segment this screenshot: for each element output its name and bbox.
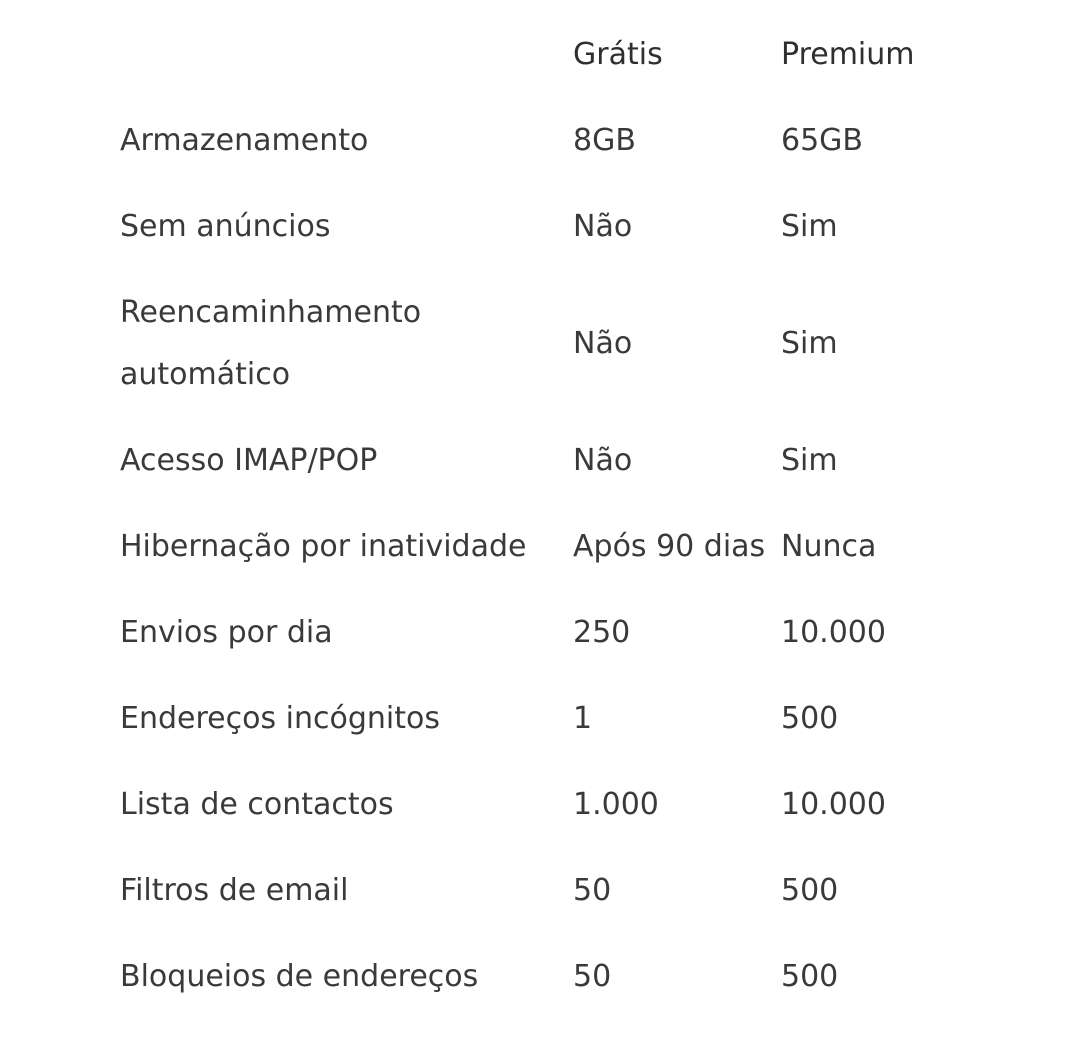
table-body [120,98,981,1020]
feature-cell [120,934,573,1020]
feature-label: Acesso IMAP/POP [120,443,378,478]
premium-value-cell: Nunca [781,529,877,564]
free-value-cell: 50 [573,959,612,994]
premium-value-cell: 65GB [781,123,864,158]
table-row [120,934,981,1020]
feature-label: Endereços incógnitos [120,701,440,736]
table-header [120,12,981,98]
feature-cell [120,504,573,590]
feature-cell [120,762,573,848]
feature-cell [120,418,573,504]
table-row [120,848,981,934]
free-value-cell: Não [573,326,633,361]
free-plan-label: Grátis [573,37,663,72]
feature-cell [120,590,573,676]
feature-cell [120,98,573,184]
feature-label: Lista de contactos [120,787,394,822]
header-row [120,12,981,98]
table-row [120,676,981,762]
premium-plan-label: Premium [781,37,915,72]
premium-value-cell: 10.000 [781,787,886,822]
plan-comparison-table [120,12,981,1020]
feature-label: Envios por dia [120,615,333,650]
table-row [120,762,981,848]
feature-label: Bloqueios de endereços [120,959,479,994]
feature-column-header [120,12,573,98]
premium-value-cell: 500 [781,701,839,736]
premium-value-cell: Sim [781,443,838,478]
table-row [120,418,981,504]
feature-cell [120,270,573,418]
free-plan-header [573,12,781,98]
feature-label: Reencaminhamento automático [120,295,422,392]
premium-value-cell: 500 [781,959,839,994]
free-value-cell: Não [573,209,633,244]
free-value-cell: 50 [573,873,612,908]
table-row [120,98,981,184]
premium-plan-header [781,12,981,98]
table-row [120,590,981,676]
free-value-cell: 1 [573,701,593,736]
premium-value-cell: Sim [781,326,838,361]
premium-value-cell: 10.000 [781,615,886,650]
feature-label: Hibernação por inatividade [120,529,527,564]
premium-value-cell: Sim [781,209,838,244]
free-value-cell: 1.000 [573,787,659,822]
feature-cell [120,676,573,762]
free-value-cell: 250 [573,615,631,650]
table-row [120,504,981,590]
feature-cell [120,184,573,270]
table-row [120,270,981,418]
free-value-cell: Após 90 dias [573,529,766,564]
feature-label: Sem anúncios [120,209,331,244]
premium-value-cell: 500 [781,873,839,908]
free-value-cell: 8GB [573,123,636,158]
feature-label: Armazenamento [120,123,369,158]
feature-cell [120,848,573,934]
feature-label: Filtros de email [120,873,349,908]
table-row [120,184,981,270]
free-value-cell: Não [573,443,633,478]
